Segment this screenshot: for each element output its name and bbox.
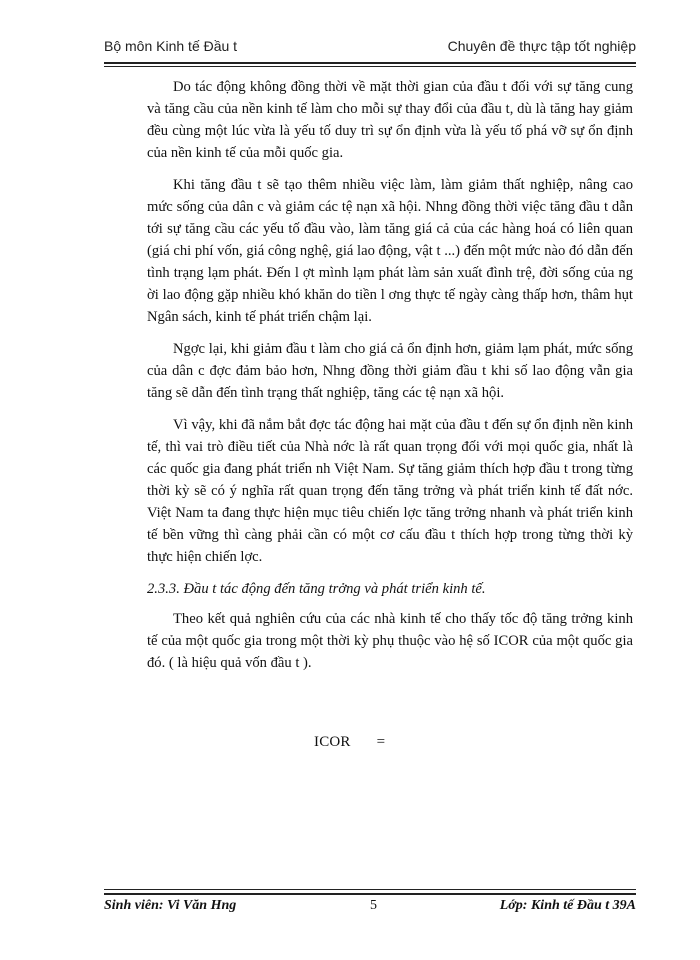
paragraph-decrease-investment: Ngợc lại, khi giảm đầu t làm cho giá cả ổn định hơn, giảm lạm phát, mức sống của dân c đợc đảm bảo hơn, Nhng đồng thời giảm đầu t khi số lao động vẫn gia tăng sẽ dẫn đến tình trạng thất nghiệp, tăng các tệ nạn xã hội. [147,341,633,401]
header-department: Bộ môn Kinh tế Đầu t [104,38,238,54]
header-divider-thin [104,66,636,67]
footer-divider-thin [104,889,636,890]
page-footer [104,898,636,922]
formula-lhs: ICOR [314,734,351,750]
footer-student: Sinh viên: Vi Văn Hng [104,898,237,913]
footer-class: Lớp: Kinh tế Đầu t 39A [499,898,636,913]
page-body [147,76,633,684]
header-divider-thick [104,62,636,64]
header-document-type: Chuyên đề thực tập tốt nghiệp [447,38,636,54]
formula-equals: = [376,734,386,750]
paragraph-state-role: Vì vậy, khi đã nắm bắt đợc tác động hai mặt của đầu t đến sự ổn định nền kinh tế, thì vai trò điều tiết của Nhà nớc là rất quan trọng đối với mọi quốc gia, nhất là các quốc gia đang phát triển nh Việt Nam. Sự tăng giảm thích hợp đầu t trong từng thời kỳ sẽ có ý nghĩa rất quan trọng đến tăng trởng và phát triển kinh tế đất nớc. Việt Nam ta đang thực hiện mục tiêu chiến lợc tăng trởng nhanh và phát triển kinh tế bền vững thì càng phải cần có một cơ cấu đầu t thích hợp trong từng thời kỳ thực hiện chiến lợc. [147,417,633,565]
footer-divider-thick [104,893,636,895]
page-header [104,36,636,60]
section-heading: 2.3.3. Đầu t tác động đến tăng trởng và phát triển kinh tế. [147,581,486,597]
paragraph-investment-timing: Do tác động không đồng thời về mặt thời gian của đầu t đối với sự tăng cung và tăng cầu của nền kinh tế làm cho mỗi sự thay đổi của đầu t, dù là tăng hay giảm đều cùng một lúc vừa là yếu tố duy trì sự ổn định vừa là yếu tố phá vỡ sự ổn định của nền kinh tế của mỗi quốc gia. [147,79,633,161]
paragraph-increase-investment: Khi tăng đầu t sẽ tạo thêm nhiều việc làm, làm giảm thất nghiệp, nâng cao mức sống của dân c và giảm các tệ nạn xã hội. Nhng đồng thời việc tăng đầu t dẫn tới sự tăng cầu các yếu tố đầu vào, làm tăng giá cả của các hàng hoá có liên quan (giá chi phí vốn, giá công nghệ, giá lao động, vật t ...) đến một mức nào đó dẫn đến tình trạng lạm phát. Đến l ợt mình lạm phát làm sản xuất đình trệ, đời sống của ng ời lao động gặp nhiều khó khăn do tiền l ơng thực tế ngày càng thấp hơn, thâm hụt Ngân sách, kinh tế phát triển chậm lại. [147,177,633,325]
page-number: 5 [370,898,377,913]
icor-formula [314,734,385,751]
paragraph-icor-intro: Theo kết quả nghiên cứu của các nhà kinh tế cho thấy tốc độ tăng trởng kinh tế của một quốc gia trong một thời kỳ phụ thuộc vào hệ số ICOR của một quốc gia đó. ( là hiệu quả vốn đầu t ). [147,611,633,671]
